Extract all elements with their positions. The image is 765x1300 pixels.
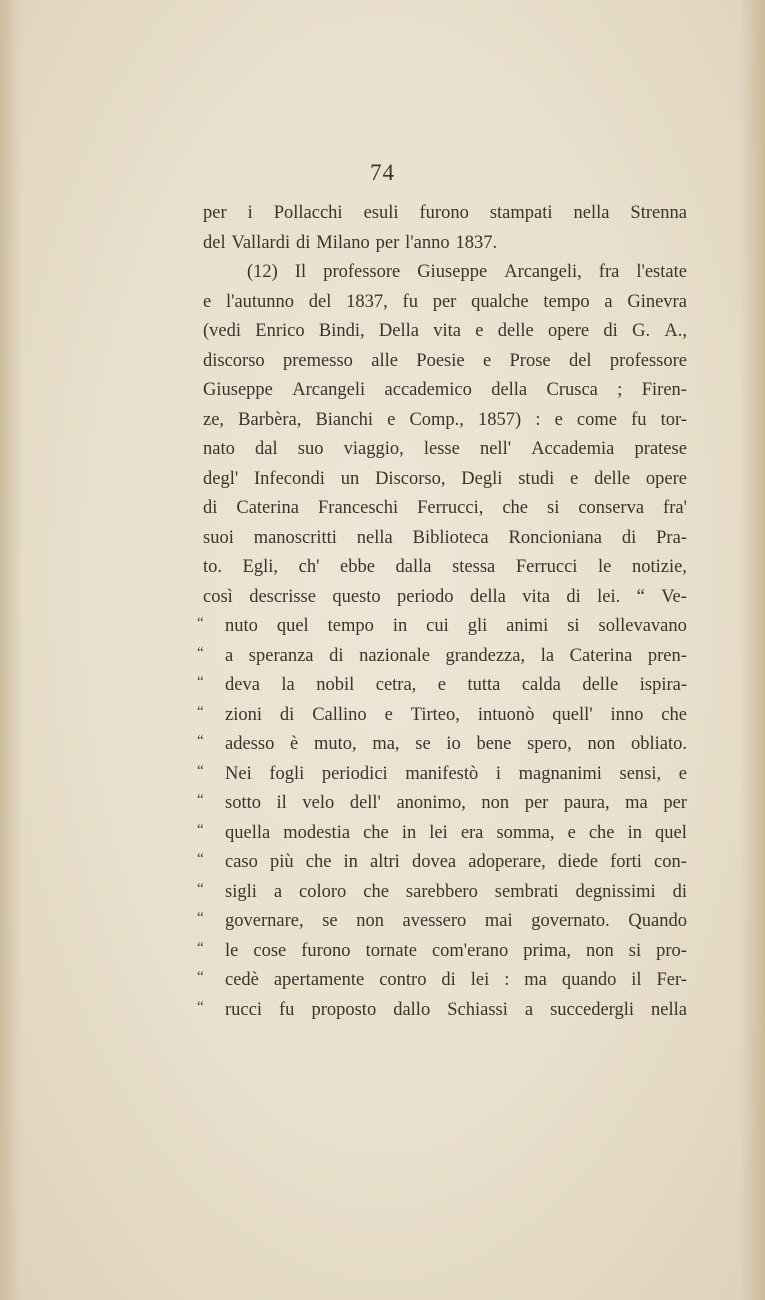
- text-line: “ caso più che in altri dovea adoperare, diede forti con-: [203, 848, 687, 878]
- text-line: di Caterina Franceschi Ferrucci, che si conserva fra': [203, 498, 687, 518]
- text-line: “ sigli a coloro che sarebbero sembrati degnissimi di: [203, 878, 687, 908]
- quote-mark: “: [197, 762, 204, 779]
- text-line: e l'autunno del 1837, fu per qualche tempo a Ginevra: [203, 291, 687, 312]
- text-line: “ quella modestia che in lei era somma, e che in quel: [203, 819, 687, 849]
- text-line: ze, Barbèra, Bianchi e Comp., 1857) : e come fu tor-: [203, 409, 687, 430]
- text-line: così descrisse questo periodo della vita di lei. “ Ve-: [203, 586, 687, 607]
- text-line: to. Egli, ch' ebbe dalla stessa Ferrucci le notizie,: [203, 557, 687, 577]
- quote-mark: “: [197, 969, 204, 985]
- text-line: del Vallardi di Milano per l'anno 1837.: [203, 232, 498, 253]
- quote-mark: “: [197, 615, 204, 631]
- quote-mark: “: [197, 733, 204, 749]
- text-line: “ Nei fogli periodici manifestò i magnanimi sensi, e: [203, 760, 687, 790]
- text-line: nato dal suo viaggio, lesse nell' Accademia pratese: [203, 439, 687, 459]
- page-edge-right: [739, 0, 765, 1300]
- text-line: “ deva la nobil cetra, e tutta calda delle ispira-: [203, 671, 687, 701]
- text-line: per i Pollacchi esuli furono stampati nella Strenna: [203, 203, 687, 223]
- text-line: “ le cose furono tornate com'erano prima, non si pro-: [203, 937, 687, 967]
- text-line: “ rucci fu proposto dallo Schiassi a succedergli nella: [203, 996, 687, 1026]
- text-line: “ nuto quel tempo in cui gli animi si sollevavano: [203, 612, 687, 642]
- quote-mark: “: [197, 880, 204, 897]
- text-line: suoi manoscritti nella Biblioteca Roncioniana di Pra-: [203, 527, 687, 548]
- text-line: “ governare, se non avessero mai governato. Quando: [203, 907, 687, 937]
- text-line: (12) Il professore Giuseppe Arcangeli, fra l'estate: [247, 262, 687, 282]
- footnote-text-block: [197, 199, 687, 1025]
- quote-mark: “: [197, 998, 204, 1015]
- quote-mark: “: [197, 851, 204, 867]
- quote-mark: “: [197, 703, 204, 720]
- text-line: (vedi Enrico Bindi, Della vita e delle opere di G. A.,: [203, 321, 687, 341]
- quote-mark: “: [197, 910, 204, 926]
- quote-mark: “: [197, 792, 204, 808]
- text-line: “ sotto il velo dell' anonimo, non per paura, ma per: [203, 789, 687, 819]
- quote-mark: “: [197, 821, 204, 838]
- text-line: “ cedè apertamente contro di lei : ma quando il Fer-: [203, 966, 687, 996]
- quote-mark: “: [197, 939, 204, 956]
- page-number: 74: [370, 160, 395, 185]
- quote-mark: “: [197, 644, 204, 661]
- text-line: “ adesso è muto, ma, se io bene spero, non obliato.: [203, 730, 687, 760]
- text-line: degl' Infecondi un Discorso, Degli studi e delle opere: [203, 468, 687, 489]
- text-line: “ zioni di Callino e Tirteo, intuonò quell' inno che: [203, 701, 687, 731]
- text-line: discorso premesso alle Poesie e Prose del professore: [203, 350, 687, 371]
- page-edge-left: [0, 0, 22, 1300]
- quote-mark: “: [197, 674, 204, 690]
- text-line: “ a speranza di nazionale grandezza, la Caterina pren-: [203, 642, 687, 672]
- text-line: Giuseppe Arcangeli accademico della Crusca ; Firen-: [203, 380, 687, 400]
